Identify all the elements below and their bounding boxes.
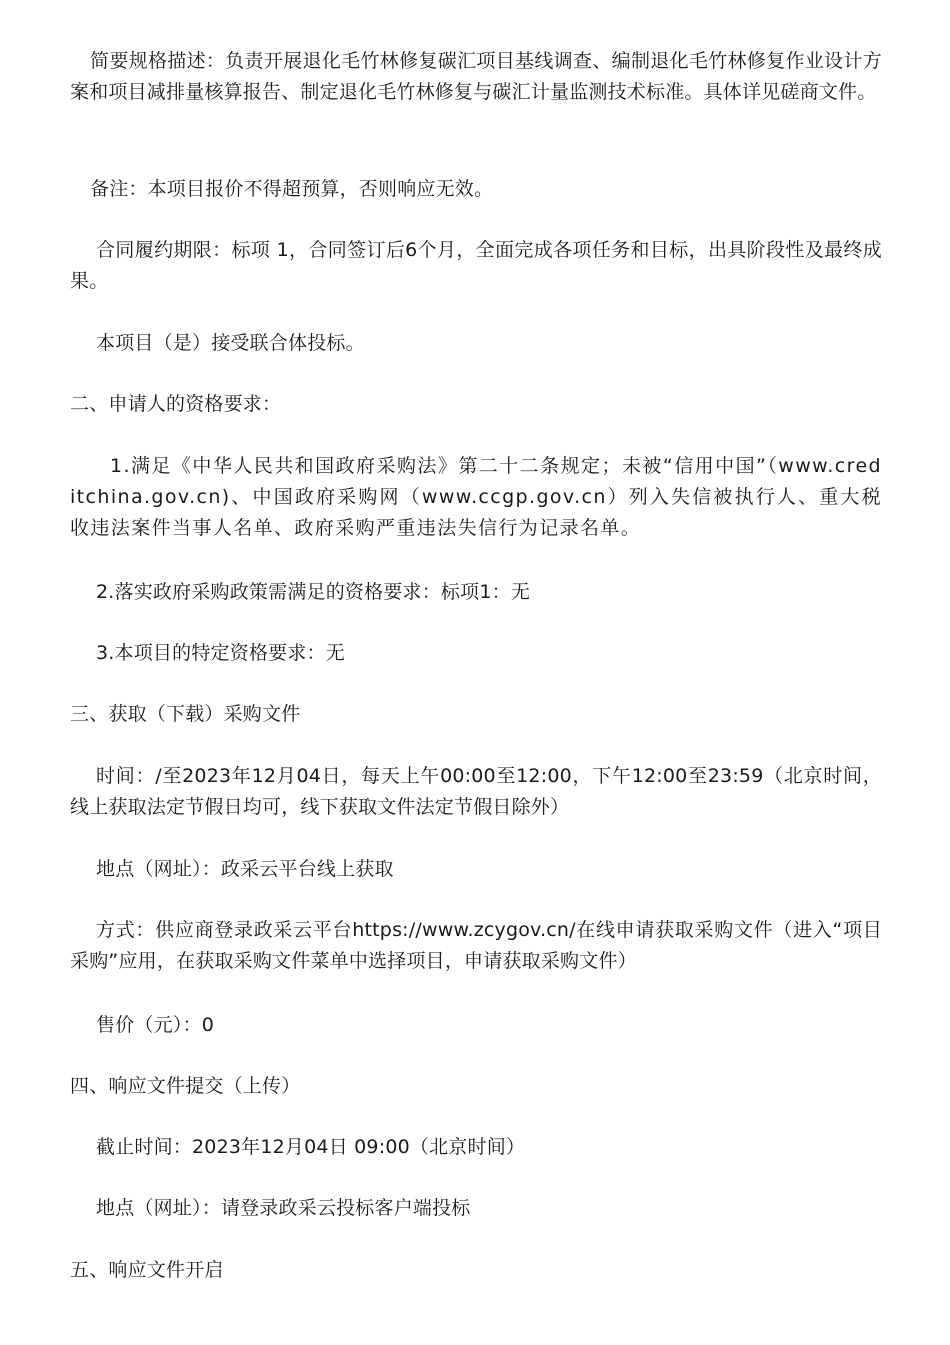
submit-location-paragraph: 地点（网址）：请登录政采云投标客户端投标 xyxy=(96,1197,471,1219)
requirement-2-paragraph: 2.落实政府采购政策需满足的资格要求：标项1：无 xyxy=(96,581,531,603)
section-2-heading: 二、申请人的资格要求： xyxy=(70,393,282,415)
obtain-method-paragraph: 方式：供应商登录政采云平台https://www.zcygov.cn/在线申请获取采购文件（进入“项目采购”应用，在获取采购文件菜单中选择项目，申请获取采购文件） xyxy=(70,919,882,972)
price-paragraph: 售价（元）：0 xyxy=(96,1014,214,1036)
section-5-heading: 五、响应文件开启 xyxy=(70,1259,224,1281)
requirement-1-paragraph: 1.满足《中华人民共和国政府采购法》第二十二条规定；未被“信用中国”（www.creditchina.gov.cn)、中国政府采购网（www.ccgp.gov.cn）列入失信被执行人、重大税收违法案件当事人名单、政府采购严重违法失信行为记录名单。 xyxy=(70,455,882,539)
section-4-heading: 四、响应文件提交（上传） xyxy=(70,1075,301,1097)
section-3-heading: 三、获取（下载）采购文件 xyxy=(70,703,301,725)
spec-description-paragraph: 简要规格描述：负责开展退化毛竹林修复碳汇项目基线调查、编制退化毛竹林修复作业设计方案和项目减排量核算报告、制定退化毛竹林修复与碳汇计量监测技术标准。具体详见磋商文件。 xyxy=(70,50,882,103)
contract-period-paragraph: 合同履约期限：标项 1，合同签订后6个月，全面完成各项任务和目标，出具阶段性及最终成果。 xyxy=(70,239,882,292)
requirement-3-paragraph: 3.本项目的特定资格要求：无 xyxy=(96,642,345,664)
deadline-paragraph: 截止时间：2023年12月04日 09:00（北京时间） xyxy=(96,1136,526,1158)
note-paragraph: 备注：本项目报价不得超预算，否则响应无效。 xyxy=(90,178,494,200)
obtain-location-paragraph: 地点（网址）：政采云平台线上获取 xyxy=(96,858,394,880)
consortium-paragraph: 本项目（是）接受联合体投标。 xyxy=(96,332,365,354)
obtain-time-paragraph: 时间：/至2023年12月04日，每天上午00:00至12:00，下午12:00至23:59（北京时间，线上获取法定节假日均可，线下获取文件法定节假日除外） xyxy=(70,765,882,818)
